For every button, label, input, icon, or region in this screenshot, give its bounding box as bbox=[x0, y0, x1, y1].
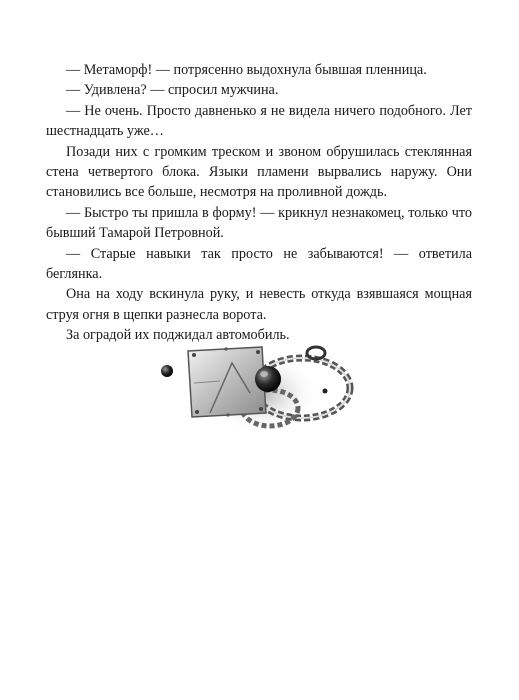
paragraph-5: — Быстро ты пришла в форму! — крикнул незнакомец, только что бывший Тамарой Петровной. bbox=[46, 204, 472, 242]
metal-plate-and-rings-ornament-icon bbox=[150, 333, 370, 443]
paragraph-6: — Старые навыки так просто не забываются! — ответила беглянка. bbox=[46, 245, 472, 283]
paragraph-3: — Не очень. Просто давненько я не видела ничего подобного. Лет шестнадцать уже… bbox=[46, 102, 472, 140]
paragraph-7: Она на ходу вскинула руку, и невесть откуда взявшаяся мощная струя огня в щепки разнесла ворота. bbox=[46, 286, 472, 323]
paragraph-1: — Метаморф! — потрясенно выдохнула бывшая пленница. bbox=[66, 62, 427, 78]
paragraph-4: Позади них с громким треском и звоном обрушилась стеклянная стена четвертого блока. Языки пламени вырвались наружу. Они становились все больше, несмотря на проливной дождь. bbox=[46, 143, 472, 201]
paragraph-8: За оградой их поджидал автомобиль. bbox=[66, 327, 290, 344]
paragraph-2: — Удивлена? — спросил мужчина. bbox=[66, 82, 279, 99]
text-page bbox=[46, 60, 472, 346]
